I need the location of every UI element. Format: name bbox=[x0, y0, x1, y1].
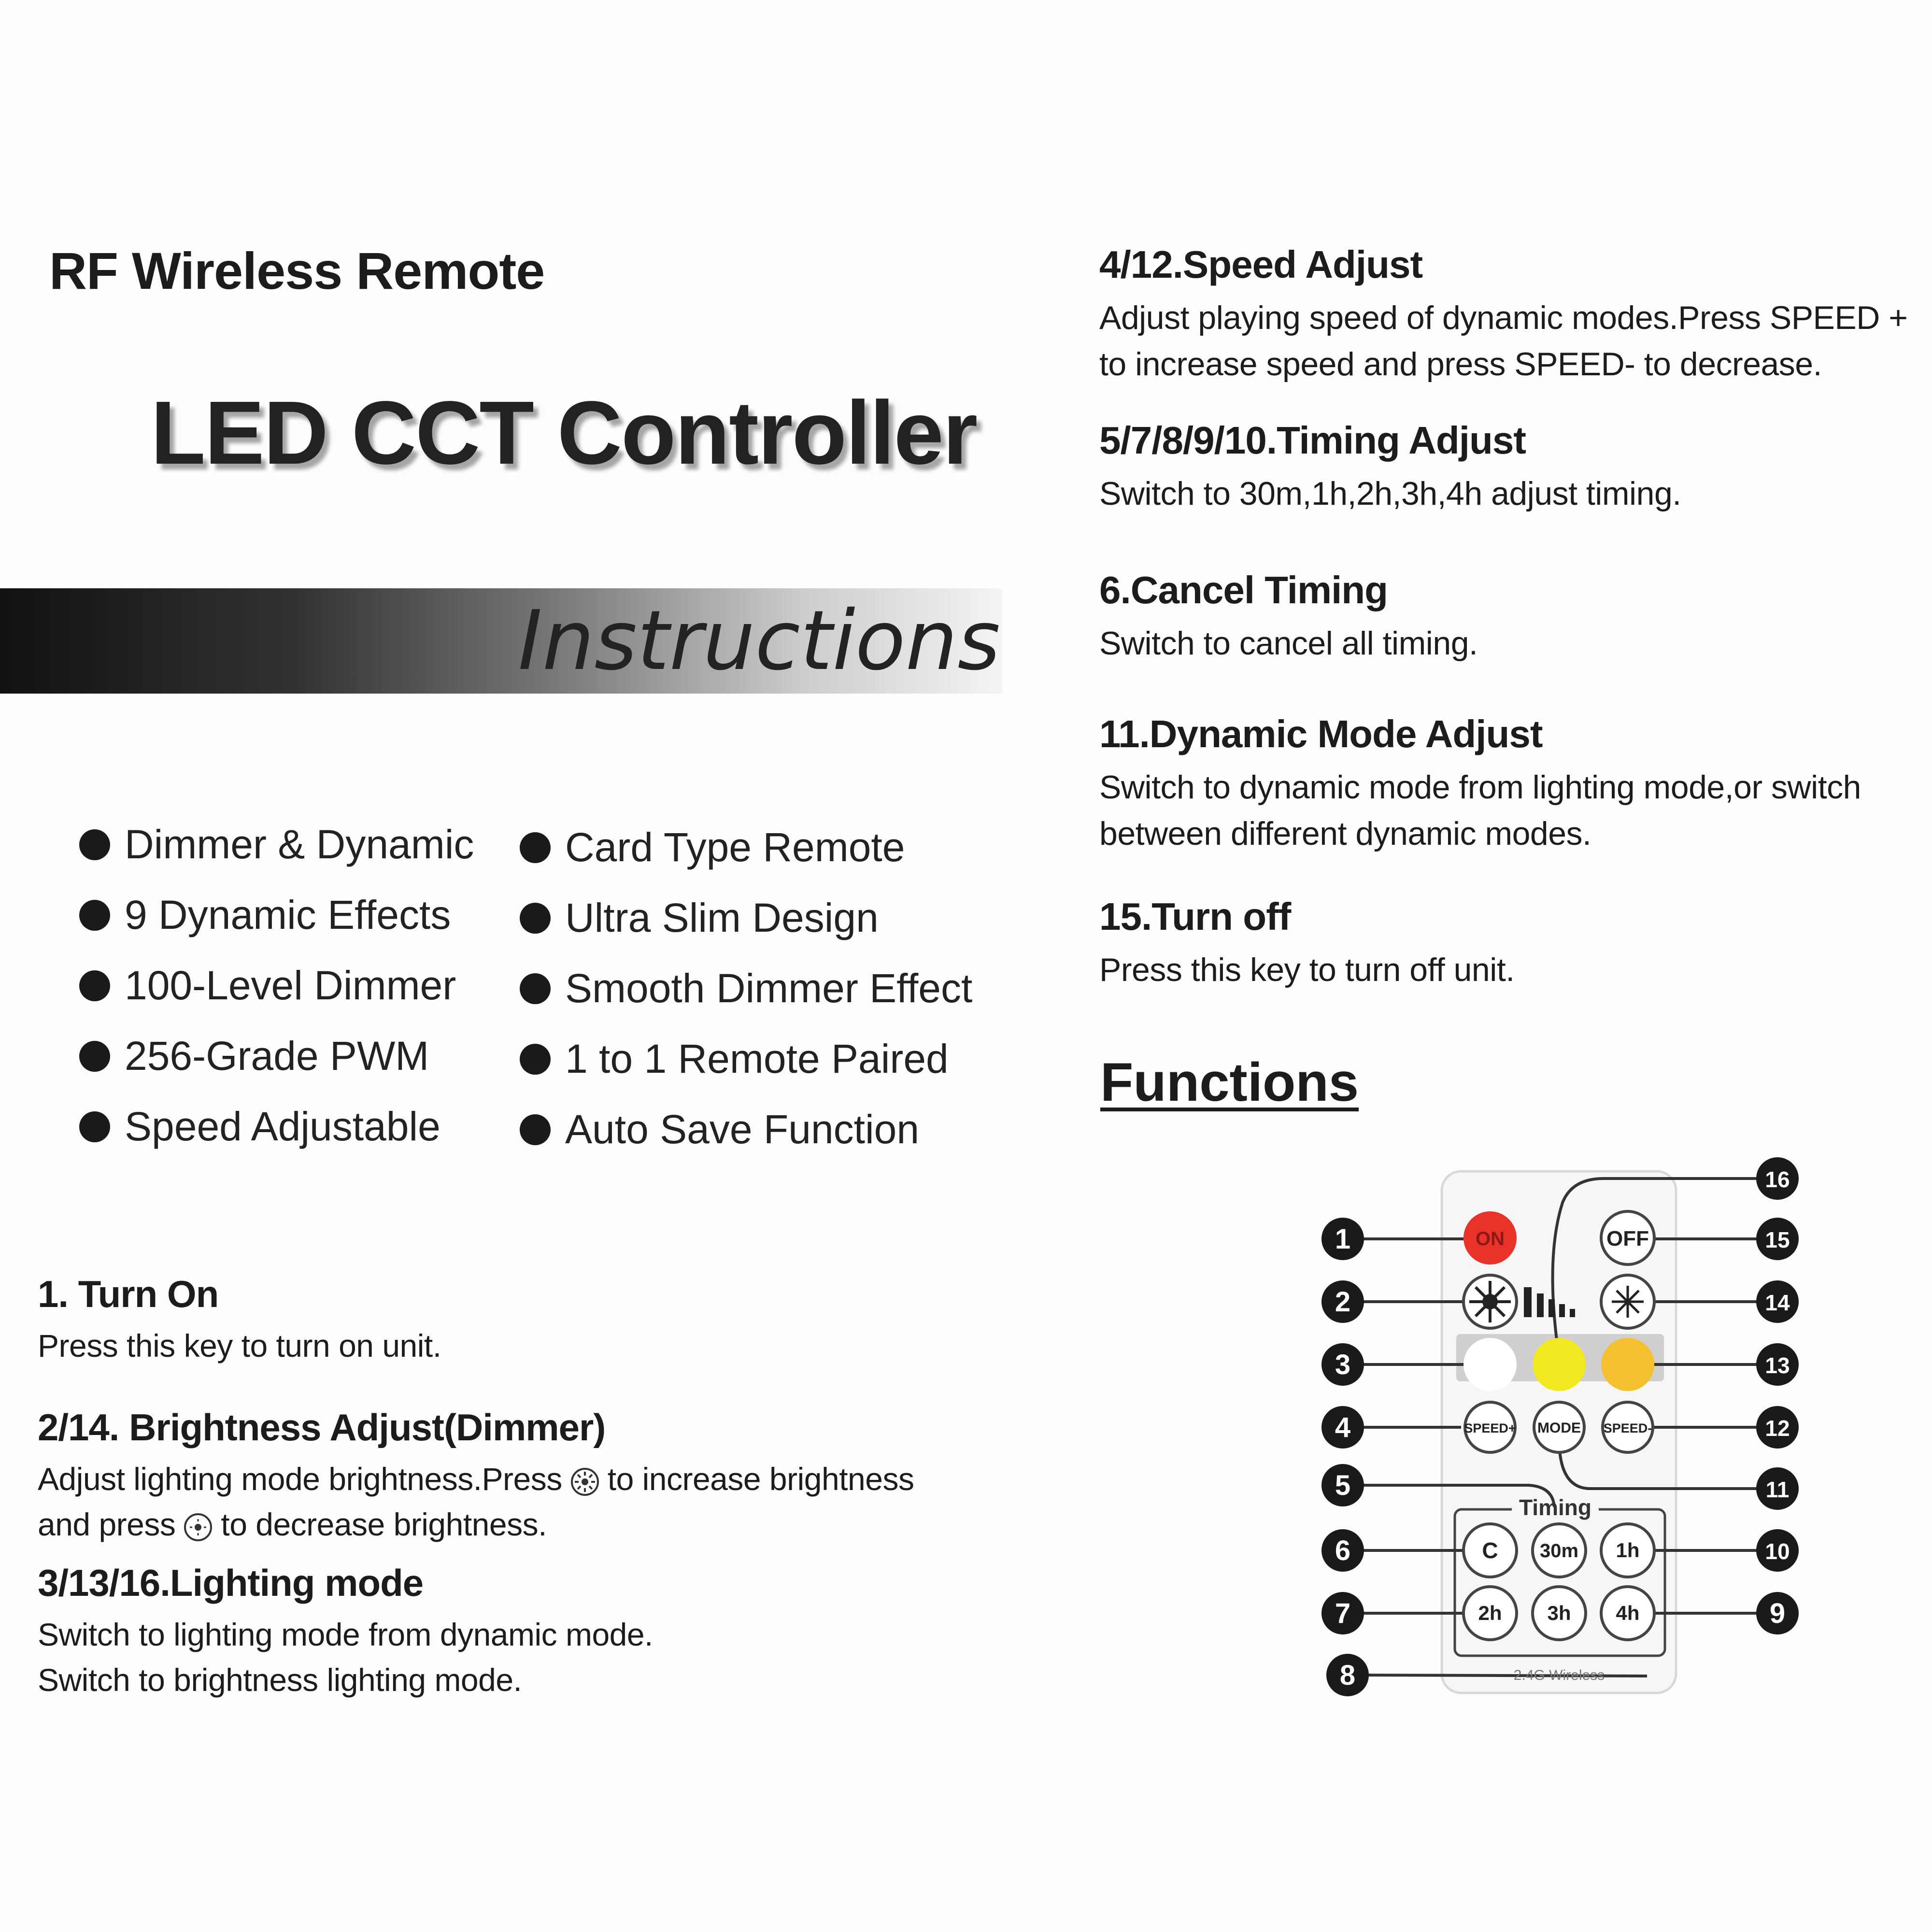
timing-label: Timing bbox=[1519, 1495, 1591, 1520]
section-title: 6.Cancel Timing bbox=[1099, 568, 1388, 611]
section-text: Adjust lighting mode brightness.Press to increase brightness and press to decrease brightness. bbox=[38, 1461, 914, 1542]
section-title: 4/12.Speed Adjust bbox=[1099, 243, 1423, 286]
brightness-up-icon bbox=[570, 1467, 600, 1497]
mode-label: MODE bbox=[1537, 1420, 1581, 1436]
svg-text:15: 15 bbox=[1765, 1227, 1790, 1252]
bullet-icon bbox=[79, 970, 110, 1001]
timer-button-label: 3h bbox=[1547, 1602, 1571, 1624]
section-lighting-mode bbox=[38, 1561, 1013, 1703]
functions-heading: Functions bbox=[1100, 1052, 1359, 1112]
bullet-icon bbox=[520, 1114, 551, 1145]
speed-minus-label: SPEED- bbox=[1603, 1421, 1652, 1435]
section-turn-off bbox=[1099, 895, 1920, 993]
bullet-icon bbox=[79, 829, 110, 860]
timer-button-label: 4h bbox=[1616, 1602, 1640, 1624]
brightness-down-button[interactable] bbox=[1601, 1275, 1654, 1328]
timer-button-label: C bbox=[1482, 1538, 1498, 1563]
svg-text:16: 16 bbox=[1765, 1167, 1790, 1192]
section-text: Press this key to turn off unit. bbox=[1099, 952, 1515, 988]
svg-text:9: 9 bbox=[1769, 1598, 1786, 1629]
svg-text:5: 5 bbox=[1335, 1470, 1351, 1501]
feature-item: 100-Level Dimmer bbox=[79, 962, 456, 1009]
feature-item: Card Type Remote bbox=[520, 824, 905, 871]
svg-text:7: 7 bbox=[1335, 1598, 1351, 1629]
section-title: 11.Dynamic Mode Adjust bbox=[1099, 712, 1543, 755]
callout-9 bbox=[1756, 1592, 1799, 1634]
remote-footer-label: 2.4G Wireless bbox=[1513, 1667, 1605, 1683]
feature-item: 256-Grade PWM bbox=[79, 1033, 429, 1080]
callout-1 bbox=[1321, 1218, 1364, 1260]
on-button-label: ON bbox=[1476, 1228, 1505, 1250]
svg-text:3: 3 bbox=[1335, 1349, 1351, 1380]
svg-text:10: 10 bbox=[1765, 1539, 1790, 1564]
brightness-down-icon bbox=[183, 1512, 213, 1542]
callout-13 bbox=[1756, 1343, 1799, 1386]
svg-text:8: 8 bbox=[1339, 1660, 1356, 1691]
section-title: 1. Turn On bbox=[38, 1273, 219, 1315]
amber-light-button[interactable] bbox=[1601, 1338, 1654, 1391]
section-text: Switch to cancel all timing. bbox=[1099, 625, 1478, 662]
section-text: Switch to dynamic mode from lighting mode,or switch between different dynamic modes. bbox=[1099, 769, 1861, 852]
section-text: Switch to lighting mode from dynamic mode. Switch to brightness lighting mode. bbox=[38, 1617, 653, 1698]
svg-text:1: 1 bbox=[1335, 1223, 1351, 1255]
svg-text:14: 14 bbox=[1765, 1290, 1790, 1315]
feature-item: 1 to 1 Remote Paired bbox=[520, 1036, 949, 1082]
feature-item: Smooth Dimmer Effect bbox=[520, 965, 972, 1012]
callout-7 bbox=[1321, 1592, 1364, 1634]
section-timing-adjust bbox=[1099, 418, 1920, 517]
remote-diagram bbox=[1314, 1145, 1816, 1710]
section-dynamic-mode bbox=[1099, 712, 1920, 857]
page-title: LED CCT Controller bbox=[151, 383, 977, 483]
section-text: Adjust playing speed of dynamic modes.Press SPEED + to increase speed and press SPEED- to decrease. bbox=[1099, 299, 1908, 383]
off-button-label: OFF bbox=[1606, 1227, 1649, 1250]
svg-text:13: 13 bbox=[1765, 1353, 1790, 1378]
feature-item: Dimmer & Dynamic bbox=[79, 821, 474, 868]
callout-16 bbox=[1756, 1157, 1799, 1200]
svg-text:12: 12 bbox=[1765, 1416, 1790, 1441]
section-text: Press this key to turn on unit. bbox=[38, 1328, 441, 1364]
callout-8 bbox=[1326, 1654, 1369, 1696]
bullet-icon bbox=[520, 973, 551, 1004]
callout-4 bbox=[1321, 1406, 1364, 1449]
feature-item: Speed Adjustable bbox=[79, 1103, 440, 1150]
section-brightness bbox=[38, 1406, 1013, 1547]
bullet-icon bbox=[520, 903, 551, 934]
bullet-icon bbox=[520, 1044, 551, 1075]
bullet-icon bbox=[79, 900, 110, 931]
svg-text:2: 2 bbox=[1335, 1286, 1351, 1318]
timer-button-label: 30m bbox=[1539, 1540, 1579, 1562]
section-title: 15.Turn off bbox=[1099, 895, 1291, 938]
feature-item: Auto Save Function bbox=[520, 1106, 919, 1153]
bullet-icon bbox=[79, 1041, 110, 1072]
timer-button-label: 1h bbox=[1616, 1539, 1640, 1562]
section-title: 2/14. Brightness Adjust(Dimmer) bbox=[38, 1406, 606, 1449]
bullet-icon bbox=[520, 832, 551, 863]
section-speed-adjust bbox=[1099, 242, 1920, 387]
feature-item: Ultra Slim Design bbox=[520, 895, 879, 941]
white-light-button[interactable] bbox=[1463, 1338, 1517, 1391]
callout-10 bbox=[1756, 1529, 1799, 1572]
callout-15 bbox=[1756, 1218, 1799, 1260]
section-title: 3/13/16.Lighting mode bbox=[38, 1562, 424, 1604]
callout-2 bbox=[1321, 1280, 1364, 1323]
subtitle: RF Wireless Remote bbox=[49, 242, 545, 300]
callout-12 bbox=[1756, 1406, 1799, 1449]
callout-6 bbox=[1321, 1529, 1364, 1572]
section-title: 5/7/8/9/10.Timing Adjust bbox=[1099, 419, 1526, 462]
svg-text:6: 6 bbox=[1335, 1535, 1351, 1566]
svg-text:11: 11 bbox=[1765, 1477, 1790, 1502]
warm-light-button[interactable] bbox=[1533, 1338, 1586, 1391]
section-turn-on bbox=[38, 1272, 1013, 1368]
instructions-heading: Instructions bbox=[518, 593, 1000, 689]
bullet-icon bbox=[79, 1111, 110, 1142]
callout-5 bbox=[1321, 1464, 1364, 1506]
section-text: Switch to 30m,1h,2h,3h,4h adjust timing. bbox=[1099, 475, 1681, 512]
timer-button-label: 2h bbox=[1478, 1602, 1502, 1624]
brightness-up-button[interactable] bbox=[1463, 1275, 1517, 1328]
callout-11 bbox=[1756, 1467, 1799, 1510]
callout-3 bbox=[1321, 1343, 1364, 1386]
speed-plus-label: SPEED+ bbox=[1464, 1421, 1516, 1435]
feature-item: 9 Dynamic Effects bbox=[79, 892, 451, 938]
section-cancel-timing bbox=[1099, 568, 1920, 667]
svg-text:4: 4 bbox=[1335, 1412, 1351, 1443]
callout-14 bbox=[1756, 1280, 1799, 1323]
